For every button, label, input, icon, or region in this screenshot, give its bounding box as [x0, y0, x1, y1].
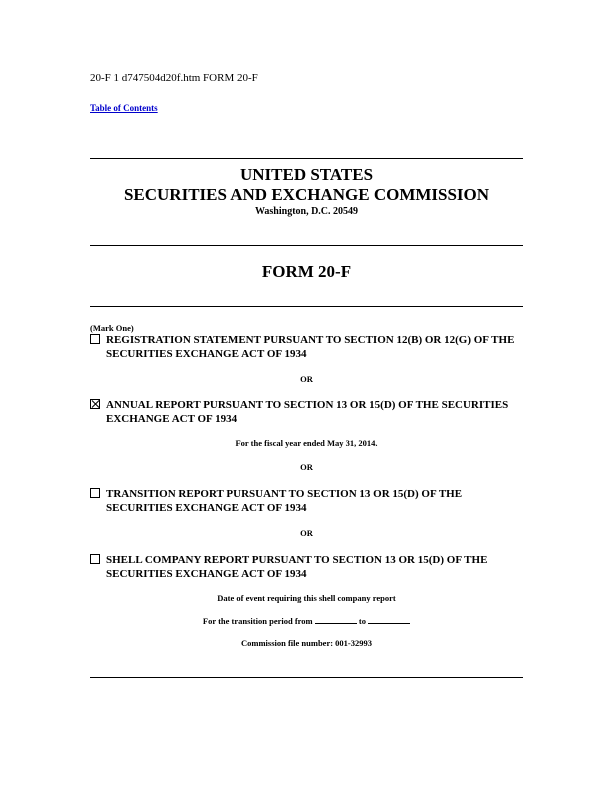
- option-text: SHELL COMPANY REPORT PURSUANT TO SECTION 13 OR 15(D) OF THE SECURITIES EXCHANGE ACT OF 1934: [106, 554, 488, 580]
- shell-date-line: Date of event requiring this shell company report: [217, 593, 396, 603]
- top-rule: [90, 158, 523, 159]
- bottom-rule: [90, 677, 523, 678]
- agency-line-1: UNITED STATES: [239, 165, 374, 184]
- or-separator: OR: [300, 462, 313, 472]
- form-title: FORM 20-F: [261, 262, 352, 281]
- checked-box-icon[interactable]: [90, 399, 100, 409]
- transition-to-label: to: [358, 616, 366, 626]
- checkbox-icon[interactable]: [90, 554, 100, 564]
- table-of-contents-link[interactable]: Table of Contents: [90, 103, 158, 113]
- rule-3: [90, 306, 523, 307]
- rule-2: [90, 245, 523, 246]
- transition-period-line: [90, 615, 523, 626]
- checkbox-icon[interactable]: [90, 488, 100, 498]
- option-text: ANNUAL REPORT PURSUANT TO SECTION 13 OR 15(D) OF THE SECURITIES EXCHANGE ACT OF 1934: [106, 399, 509, 425]
- option-text: REGISTRATION STATEMENT PURSUANT TO SECTION 12(B) OR 12(G) OF THE SECURITIES EXCHANGE ACT OF 1934: [106, 334, 515, 360]
- or-separator: OR: [300, 528, 313, 538]
- agency-location: Washington, D.C. 20549: [254, 206, 359, 217]
- or-separator: OR: [300, 374, 313, 384]
- fiscal-year-line: For the fiscal year ended May 31, 2014.: [235, 438, 378, 448]
- option-text: TRANSITION REPORT PURSUANT TO SECTION 13 OR 15(D) OF THE SECURITIES EXCHANGE ACT OF 1934: [106, 488, 463, 514]
- agency-line-2: SECURITIES AND EXCHANGE COMMISSION: [123, 185, 490, 204]
- file-header: 20-F 1 d747504d20f.htm FORM 20-F: [90, 72, 258, 84]
- commission-file-number: Commission file number: 001-32993: [240, 638, 373, 648]
- blank-line: [315, 615, 357, 624]
- transition-from-label: For the transition period from: [202, 616, 313, 626]
- mark-one-label: (Mark One): [90, 323, 134, 333]
- checkbox-icon[interactable]: [90, 334, 100, 344]
- blank-line: [368, 615, 410, 624]
